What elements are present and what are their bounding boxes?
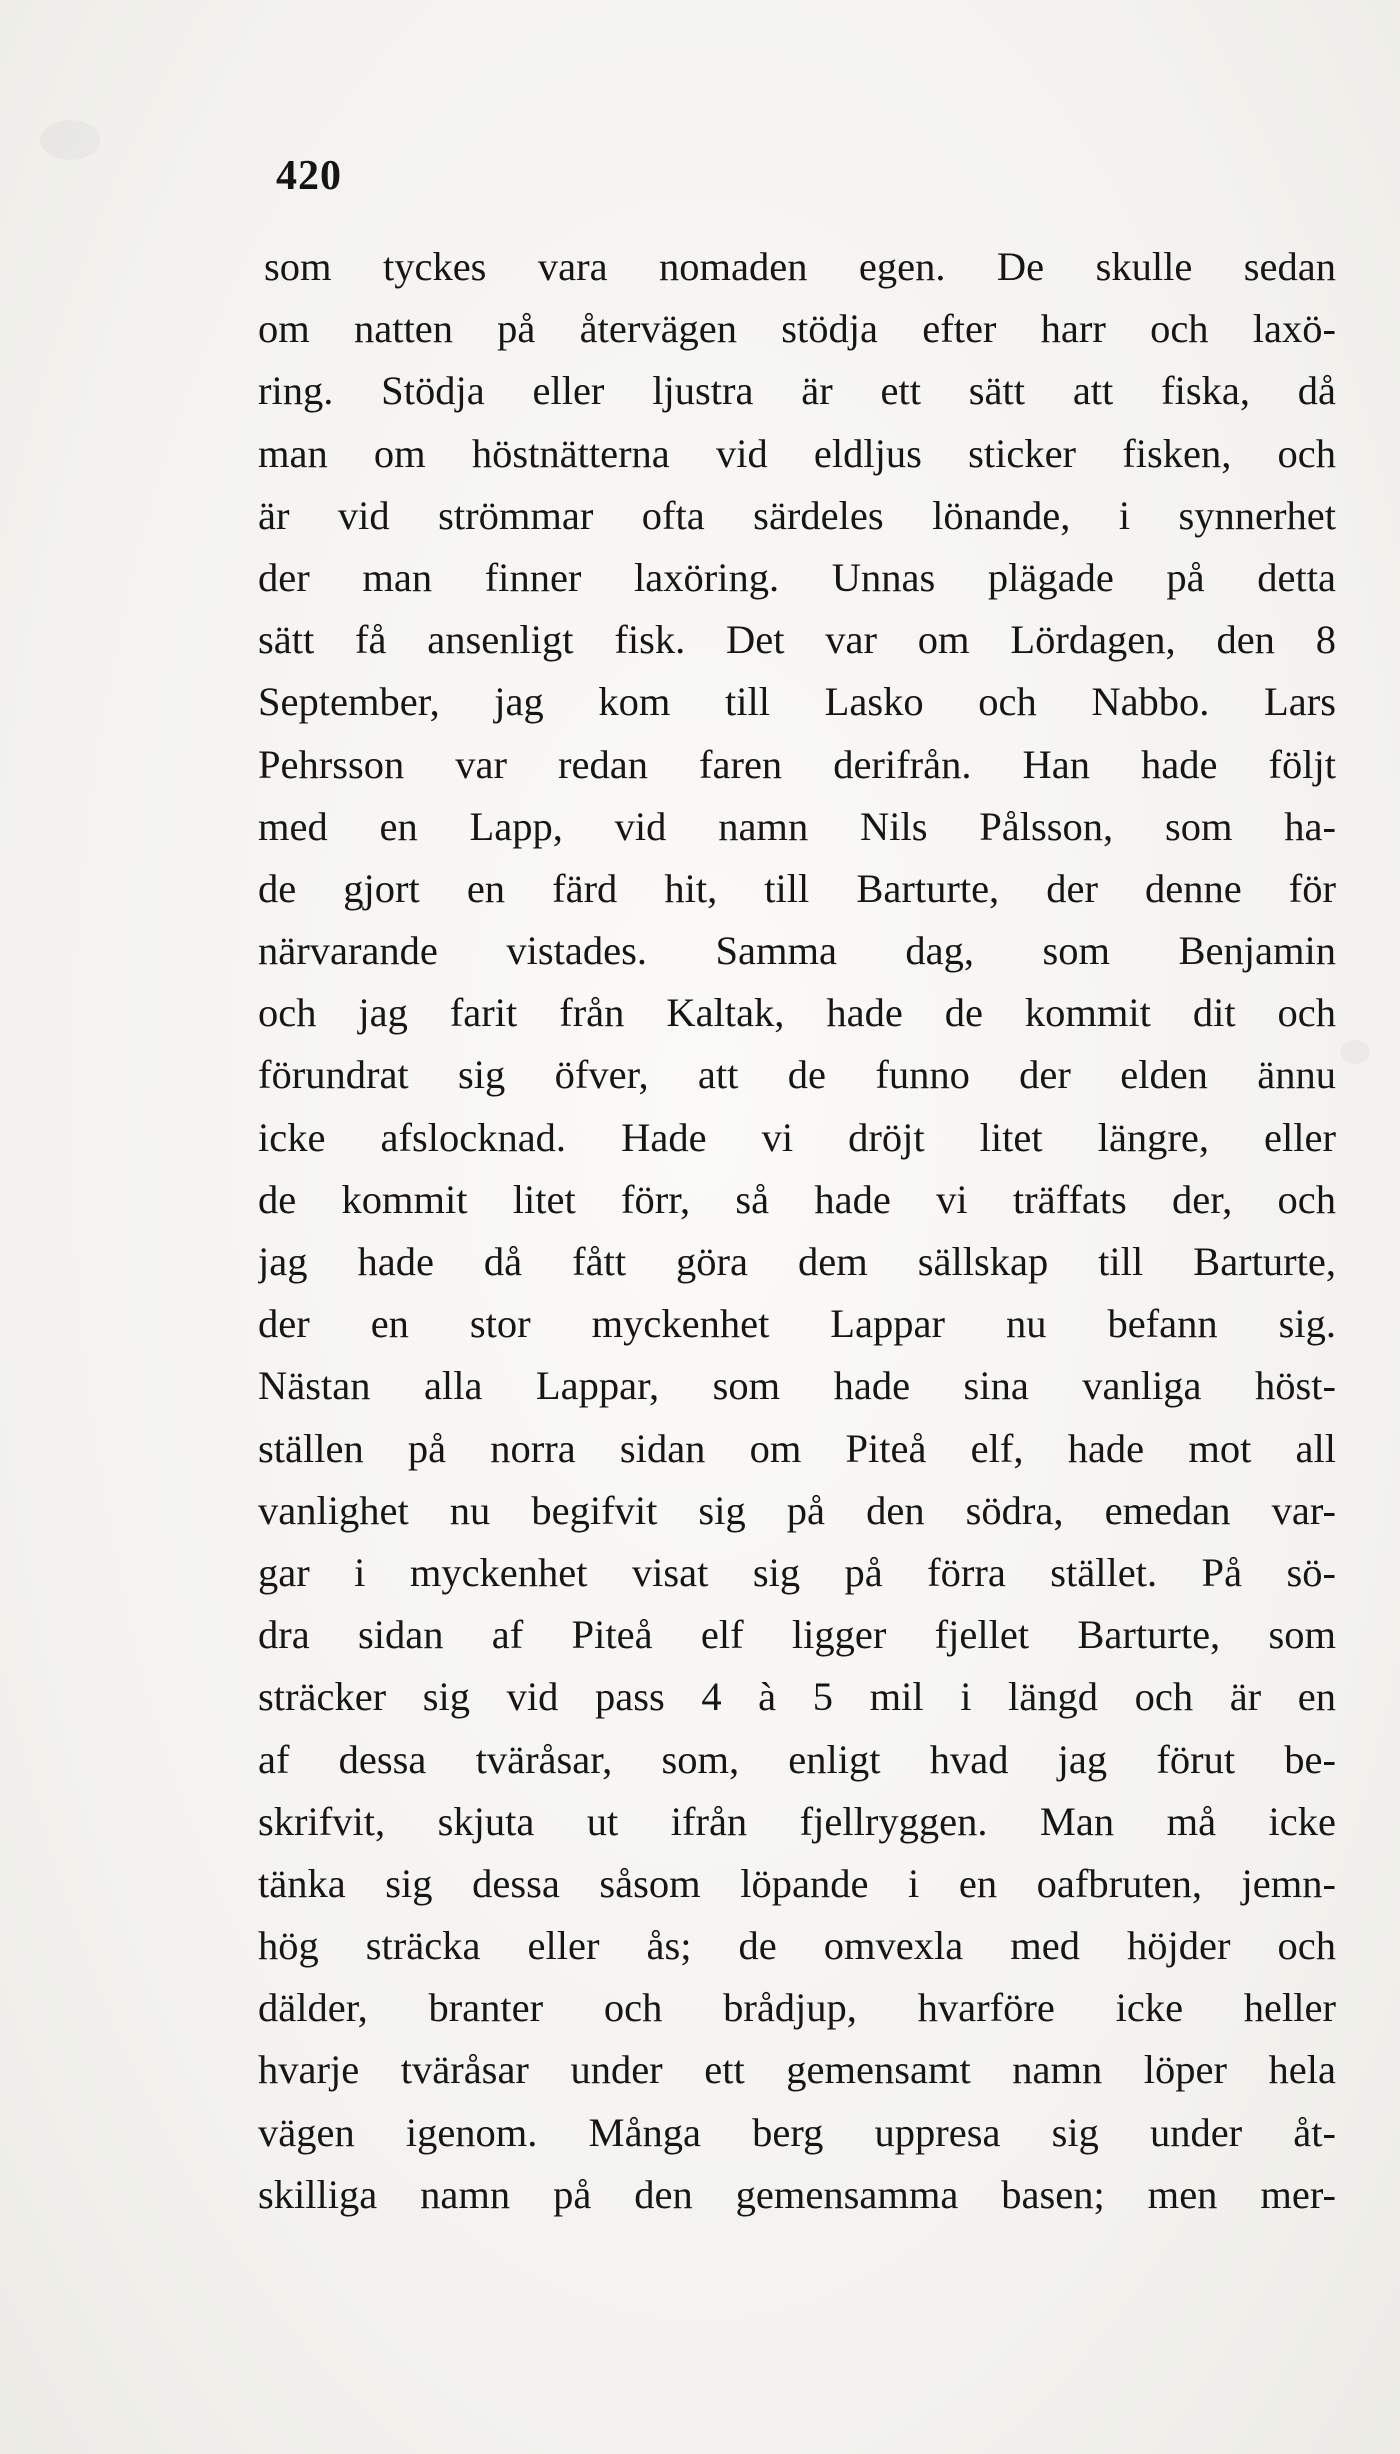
text-line: vanlighet nu begifvit sig på den södra, emedan var- bbox=[258, 1487, 1336, 1533]
text-line: är vid strömmar ofta särdeles lönande, i synnerhet bbox=[258, 492, 1336, 538]
text-line: vägen igenom. Många berg uppresa sig under åt- bbox=[258, 2109, 1336, 2155]
text-line: hög sträcka eller ås; de omvexla med höjder och bbox=[258, 1923, 1336, 1969]
text-line: ring. Stödja eller ljustra är ett sätt att fiska, då bbox=[258, 368, 1336, 414]
text-line: man om höstnätterna vid eldljus sticker fisken, och bbox=[258, 430, 1336, 476]
text-line: de kommit litet förr, så hade vi träffats der, och bbox=[258, 1176, 1336, 1222]
text-line: ställen på norra sidan om Piteå elf, hade mot all bbox=[258, 1425, 1336, 1471]
text-line: om natten på återvägen stödja efter harr och laxö- bbox=[258, 306, 1336, 352]
text-line: der man finner laxöring. Unnas plägade på detta bbox=[258, 554, 1336, 600]
text-line: Nästan alla Lappar, som hade sina vanliga höst- bbox=[258, 1363, 1336, 1409]
text-line: tänka sig dessa såsom löpande i en oafbruten, jemn- bbox=[258, 1860, 1336, 1906]
text-line: icke afslocknad. Hade vi dröjt litet längre, eller bbox=[258, 1114, 1336, 1160]
page-number: 420 bbox=[276, 153, 342, 199]
text-line: skilliga namn på den gemensamma basen; men mer- bbox=[258, 2171, 1336, 2217]
paper-stain bbox=[40, 120, 100, 160]
text-line: af dessa tväråsar, som, enligt hvad jag förut be- bbox=[258, 1736, 1336, 1782]
text-line: hvarje tväråsar under ett gemensamt namn löper hela bbox=[258, 2047, 1336, 2093]
text-line: dälder, branter och brådjup, hvarföre icke heller bbox=[258, 1985, 1336, 2031]
body-text bbox=[258, 236, 1336, 2226]
text-line: dra sidan af Piteå elf ligger fjellet Barturte, som bbox=[258, 1612, 1336, 1658]
text-line: skrifvit, skjuta ut ifrån fjellryggen. Man må icke bbox=[258, 1798, 1336, 1844]
paper-stain bbox=[1340, 1040, 1370, 1064]
text-line: Pehrsson var redan faren derifrån. Han hade följt bbox=[258, 741, 1336, 787]
text-line: de gjort en färd hit, till Barturte, der denne för bbox=[258, 865, 1336, 911]
text-line: förundrat sig öfver, att de funno der elden ännu bbox=[258, 1052, 1336, 1098]
text-line: September, jag kom till Lasko och Nabbo. Lars bbox=[258, 679, 1336, 725]
text-line: sträcker sig vid pass 4 à 5 mil i längd och är en bbox=[258, 1674, 1336, 1720]
text-line: närvarande vistades. Samma dag, som Benjamin bbox=[258, 928, 1336, 974]
text-line: och jag farit från Kaltak, hade de kommit dit och bbox=[258, 990, 1336, 1036]
text-line: som tyckes vara nomaden egen. De skulle sedan bbox=[264, 244, 1336, 289]
text-line: sätt få ansenligt fisk. Det var om Lördagen, den 8 bbox=[258, 617, 1336, 663]
text-line: med en Lapp, vid namn Nils Pålsson, som ha- bbox=[258, 803, 1336, 849]
text-line: der en stor myckenhet Lappar nu befann sig. bbox=[258, 1301, 1336, 1347]
text-line: gar i myckenhet visat sig på förra stället. På sö- bbox=[258, 1549, 1336, 1595]
text-line: jag hade då fått göra dem sällskap till Barturte, bbox=[258, 1239, 1336, 1284]
